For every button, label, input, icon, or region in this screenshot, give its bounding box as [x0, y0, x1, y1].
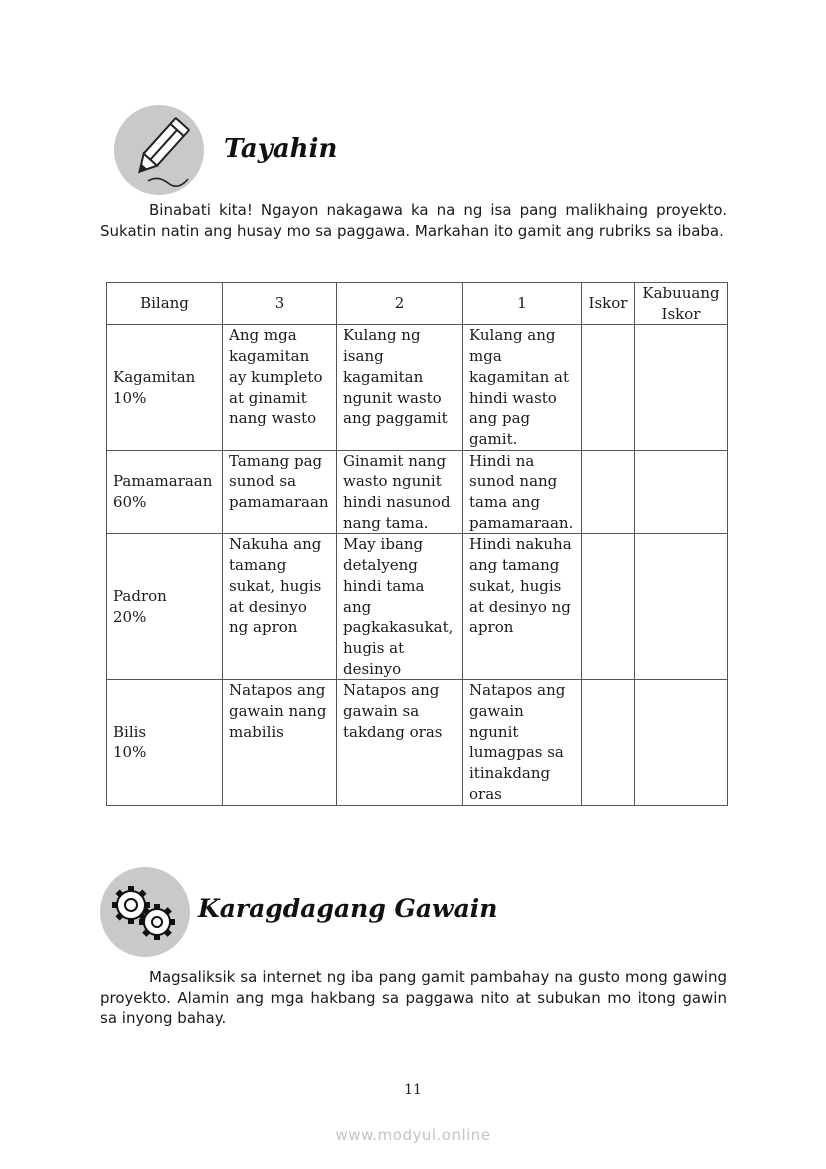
- header-score-2: 2: [337, 283, 463, 325]
- table-row: [107, 680, 728, 805]
- criterion-name: Bilis: [113, 722, 147, 741]
- kabuuang-iskor-cell[interactable]: [635, 450, 728, 534]
- level-1-cell: Kulang ang mga kagamitan at hindi wasto ang pag gamit.: [463, 325, 582, 450]
- table-row: [107, 534, 728, 680]
- level-1-cell: Hindi nakuha ang tamang sukat, hugis at desinyo ng apron: [463, 534, 582, 680]
- level-2-cell: Kulang ng isang kagamitan ngunit wasto ang paggamit: [337, 325, 463, 450]
- level-3-cell: Tamang pag sunod sa pamamaraan: [223, 450, 337, 534]
- watermark: www.modyul.online: [335, 1126, 491, 1144]
- criterion-weight: 10%: [113, 388, 147, 407]
- karagdagang-gawain-instructions: [100, 967, 727, 1029]
- criterion-weight: 60%: [113, 493, 147, 512]
- level-3-cell: Nakuha ang tamang sukat, hugis at desinyo ng apron: [223, 534, 337, 680]
- level-3-cell: Ang mga kagamitan ay kumpleto at ginamit nang wasto: [223, 325, 337, 450]
- criterion-name: Pamamaraan: [113, 472, 213, 491]
- iskor-cell[interactable]: [582, 450, 635, 534]
- criterion-weight: 20%: [113, 607, 147, 626]
- criterion-cell: [107, 325, 223, 450]
- criterion-cell: [107, 450, 223, 534]
- tayahin-instructions: [100, 200, 727, 241]
- karagdagang-gawain-title: Karagdagang Gawain: [198, 894, 498, 923]
- level-2-cell: May ibang detalyeng hindi tama ang pagkakasukat, hugis at desinyo: [337, 534, 463, 680]
- criterion-name: Padron: [113, 587, 167, 606]
- criterion-weight: 10%: [113, 743, 147, 762]
- level-3-cell: Natapos ang gawain nang mabilis: [223, 680, 337, 805]
- gears-icon: [100, 867, 190, 957]
- table-row: [107, 325, 728, 450]
- tayahin-paragraph-text: Binabati kita! Ngayon nakagawa ka na ng isa pang malikhaing proyekto. Sukatin natin ang husay mo sa paggawa. Markahan ito gamit ang rubriks sa ibaba.: [100, 201, 727, 240]
- header-iskor: Iskor: [582, 283, 635, 325]
- header-score-1: 1: [463, 283, 582, 325]
- iskor-cell[interactable]: [582, 534, 635, 680]
- level-2-cell: Ginamit nang wasto ngunit hindi nasunod nang tama.: [337, 450, 463, 534]
- pencil-icon: [114, 105, 204, 195]
- page-number: 11: [404, 1082, 422, 1098]
- kabuuang-iskor-cell[interactable]: [635, 325, 728, 450]
- criterion-name: Kagamitan: [113, 367, 196, 386]
- karagdagang-gawain-paragraph-text: Magsaliksik sa internet ng iba pang gamit pambahay na gusto mong gawing proyekto. Alamin ang mga hakbang sa paggawa nito at subukan mo itong gawin sa inyong bahay.: [100, 968, 727, 1028]
- header-bilang: Bilang: [107, 283, 223, 325]
- kabuuang-iskor-cell[interactable]: [635, 534, 728, 680]
- level-1-cell: Hindi na sunod nang tama ang pamamaraan.: [463, 450, 582, 534]
- table-row: [107, 450, 728, 534]
- header-score-3: 3: [223, 283, 337, 325]
- criterion-cell: [107, 680, 223, 805]
- level-1-cell: Natapos ang gawain ngunit lumagpas sa itinakdang oras: [463, 680, 582, 805]
- level-2-cell: Natapos ang gawain sa takdang oras: [337, 680, 463, 805]
- criterion-cell: [107, 534, 223, 680]
- rubric-table: [106, 282, 728, 806]
- iskor-cell[interactable]: [582, 325, 635, 450]
- tayahin-title: Tayahin: [224, 134, 338, 164]
- kabuuang-iskor-cell[interactable]: [635, 680, 728, 805]
- header-kabuuang-iskor: Kabuuang Iskor: [635, 283, 728, 325]
- rubric-header-row: [107, 283, 728, 325]
- iskor-cell[interactable]: [582, 680, 635, 805]
